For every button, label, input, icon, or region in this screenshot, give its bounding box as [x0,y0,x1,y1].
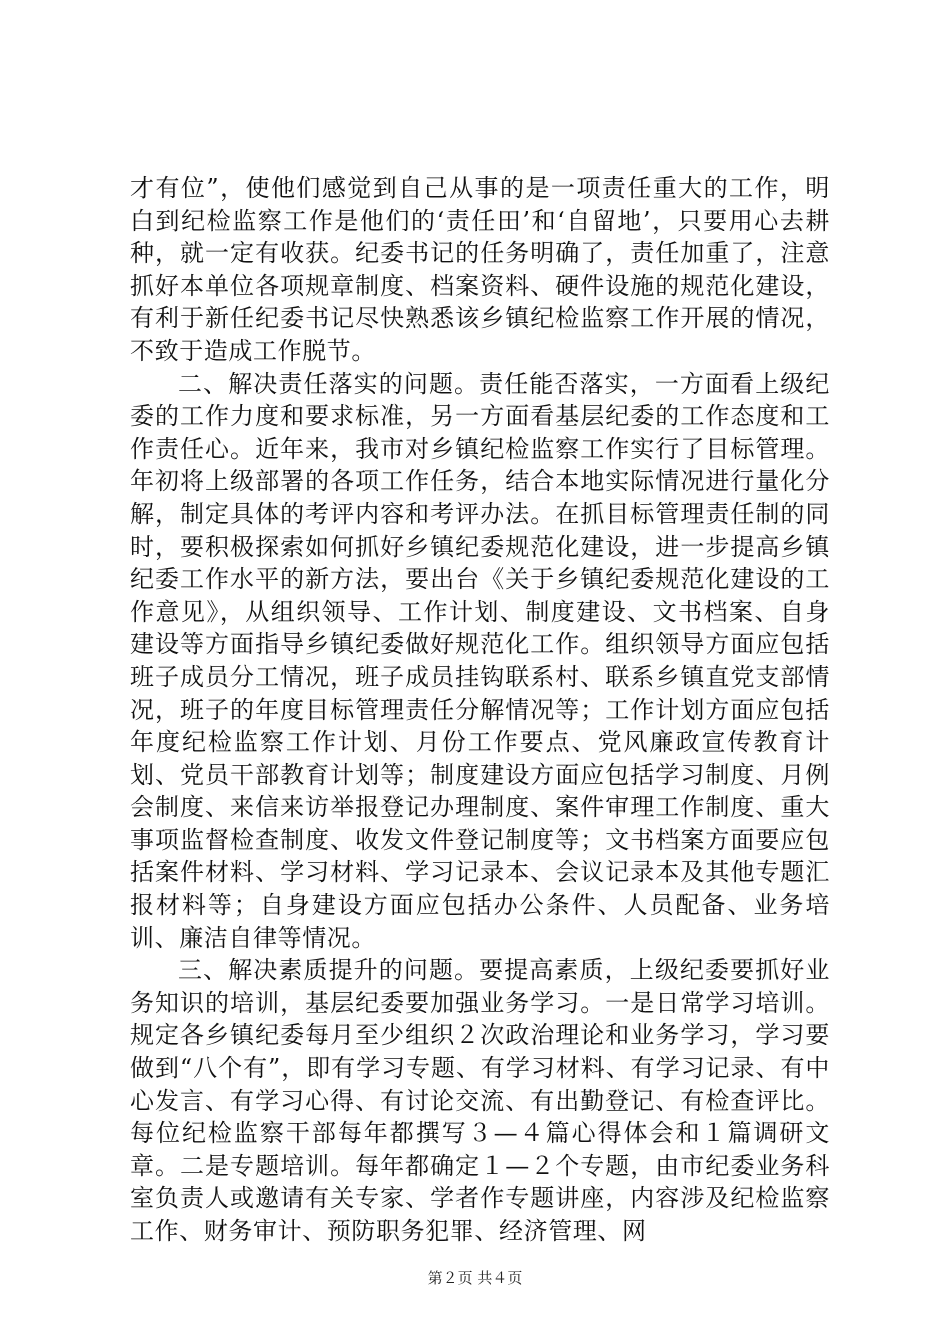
page-number-footer: 第２页 共４页 [427,1269,523,1287]
paragraph-section-two: 二、解决责任落实的问题。责任能否落实，一方面看上级纪委的工作力度和要求标准，另一方面看基层纪委的工作态度和工作责任心。近年来，我市对乡镇纪检监察工作实行了目标管理。年初将上级部署的各项工作任务，结合本地实际情况进行量化分解，制定具体的考评内容和考评办法。在抓目标管理责任制的同时，要积极探索如何抓好乡镇纪委规范化建设，进一步提高乡镇纪委工作水平的新方法，要出台《关于乡镇纪委规范化建设的工作意见》，从组织领导、工作计划、制度建设、文书档案、自身建设等方面指导乡镇纪委做好规范化工作。组织领导方面应包括班子成员分工情况，班子成员挂钩联系村、联系乡镇直党支部情况，班子的年度目标管理责任分解情况等；工作计划方面应包括年度纪检监察工作计划、月份工作要点、党风廉政宣传教育计划、党员干部教育计划等；制度建设方面应包括学习制度、月例会制度、来信来访举报登记办理制度、案件审理工作制度、重大事项监督检查制度、收发文件登记制度等；文书档案方面要应包括案件材料、学习材料、学习记录本、会议记录本及其他专题汇报材料等；自身建设方面应包括办公条件、人员配备、业务培训、廉洁自律等情况。 [130,369,830,952]
document-body [130,172,830,1248]
paragraph-section-three: 三、解决素质提升的问题。要提高素质，上级纪委要抓好业务知识的培训，基层纪委要加强业务学习。一是日常学习培训。规定各乡镇纪委每月至少组织２次政治理论和业务学习，学习要做到“八个有”，即有学习专题、有学习材料、有学习记录、有中心发言、有学习心得、有讨论交流、有出勤登记、有检查评比。每位纪检监察干部每年都撰写３—４篇心得体会和１篇调研文章。二是专题培训。每年都确定１—２个专题，由市纪委业务科室负责人或邀请有关专家、学者作专题讲座，内容涉及纪检监察工作、财务审计、预防职务犯罪、经济管理、网 [130,956,830,1245]
paragraph-continuation: 才有位”，使他们感觉到自己从事的是一项责任重大的工作，明白到纪检监察工作是他们的‘责任田’和‘自留地’，只要用心去耕种，就一定有收获。纪委书记的任务明确了，责任加重了，注意抓好本单位各项规章制度、档案资料、硬件设施的规范化建设，有利于新任纪委书记尽快熟悉该乡镇纪检监察工作开展的情况，不致于造成工作脱节。 [130,174,830,365]
